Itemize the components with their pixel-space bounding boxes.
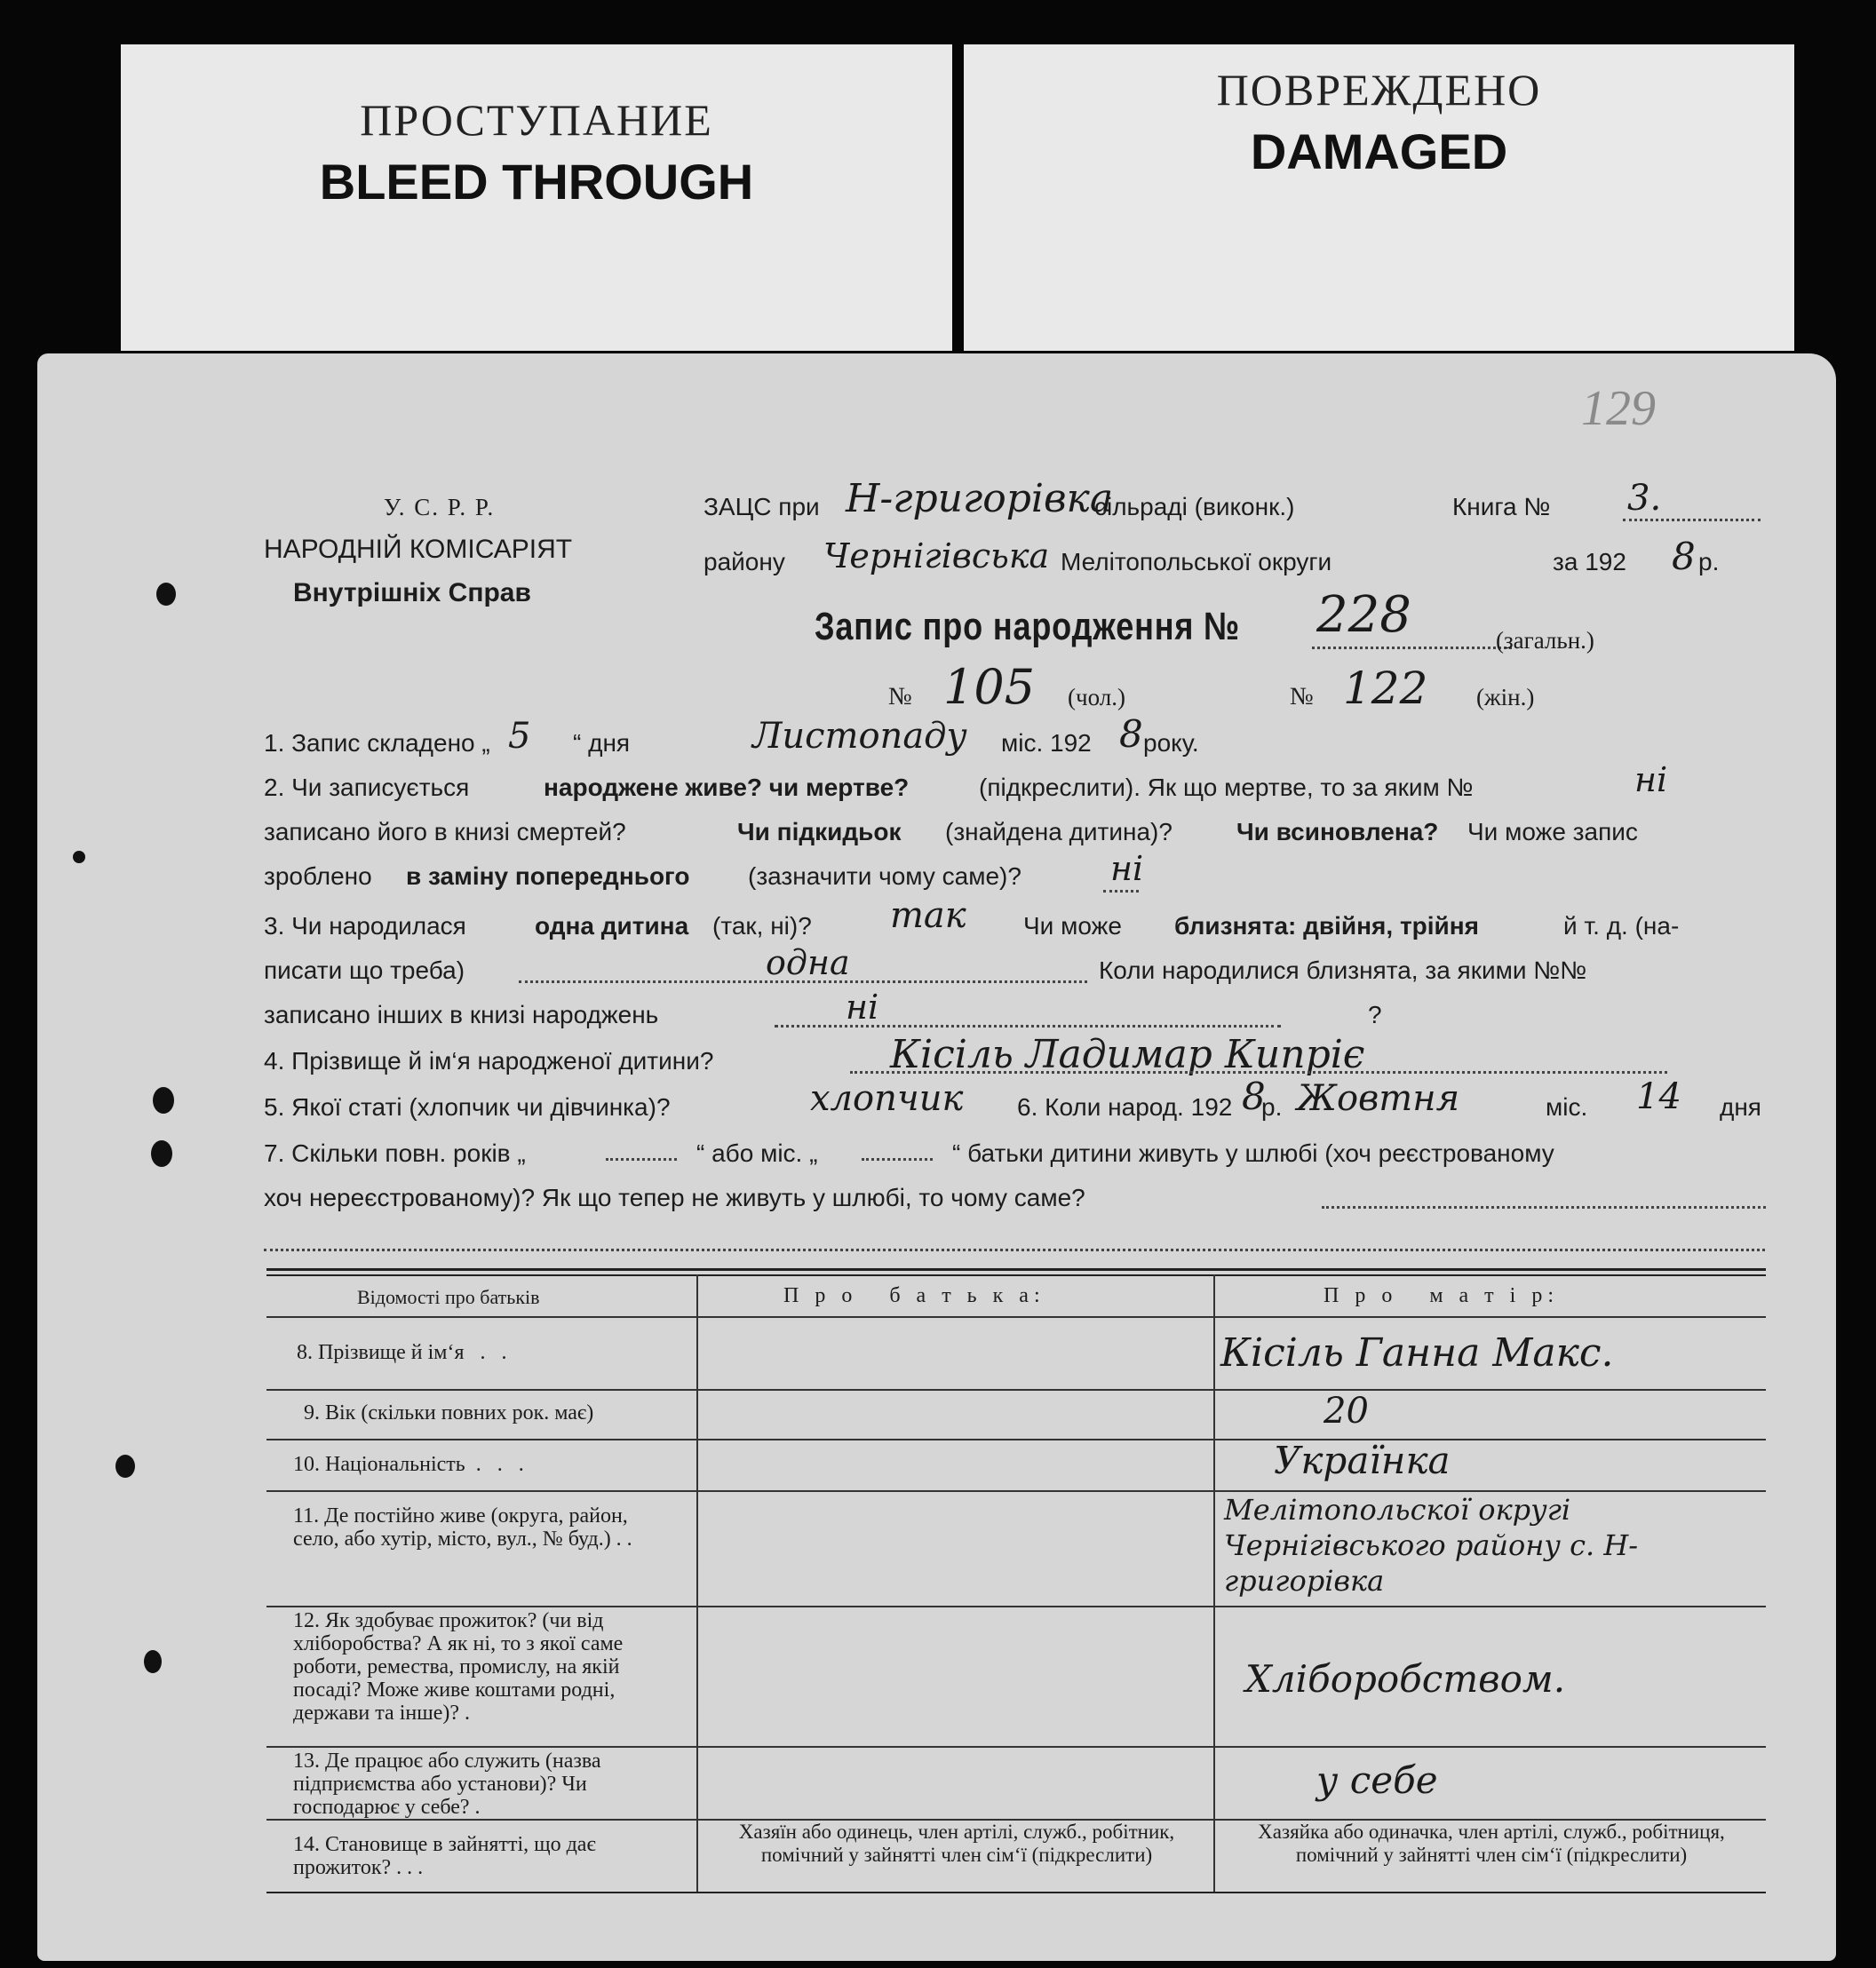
q7-label: 7. Скільки повн. років „ — [264, 1139, 526, 1167]
bleed-through-card — [121, 44, 952, 351]
birth-day-label: дня — [1720, 1093, 1761, 1121]
internal-affairs-header: Внутрішніх Справ — [293, 578, 531, 607]
father-occupation-options: Хазяїн або одинець, член артілі, служб., робітник, помічний у зайнятті член сім‘ї (підкреслити) — [738, 1821, 1175, 1866]
punch-hole — [144, 1650, 162, 1673]
district-label: району — [704, 548, 785, 575]
bleed-through-ru: ПРОСТУПАНИЕ — [360, 95, 713, 145]
damaged-ru: ПОВРЕЖДЕНО — [1216, 65, 1542, 115]
birth-day: 14 — [1636, 1076, 1681, 1117]
q2-label: 2. Чи записується — [264, 774, 470, 801]
birth-record-document — [37, 353, 1836, 1961]
q2-replacement-intro: Чи може запис — [1467, 818, 1638, 845]
row-label-name: 8. Прізвище й ім‘я . . — [297, 1341, 507, 1364]
female-label: (жін.) — [1476, 684, 1535, 710]
male-number-label: № — [888, 683, 912, 710]
child-name-line — [850, 1071, 1667, 1074]
birth-month-label: міс. — [1546, 1093, 1588, 1121]
commissariat-header: НАРОДНІЙ КОМІСАРІЯТ — [264, 535, 573, 564]
mother-nationality: Українка — [1274, 1439, 1451, 1482]
q2-replacement-value: ні — [1110, 849, 1144, 888]
q7-reason-line — [1322, 1206, 1766, 1209]
punch-hole — [153, 1087, 174, 1114]
q3-etc: й т. д. (на- — [1563, 912, 1680, 940]
birth-year: 8 — [1242, 1075, 1266, 1118]
birth-year-suffix: р. — [1261, 1093, 1283, 1121]
bleed-through-en: BLEED THROUGH — [319, 154, 754, 210]
q3-yes-no: (так, ні)? — [712, 912, 812, 940]
table-divider-1 — [696, 1274, 698, 1892]
q1-label: 1. Запис складено „ — [264, 729, 490, 757]
general-label: (загальн.) — [1496, 627, 1594, 654]
zags-label: ЗАЦС при — [704, 493, 820, 520]
q2-replacement-line — [1103, 890, 1139, 893]
q3-write: писати що треба) — [264, 956, 465, 984]
row-label-livelihood: 12. Як здобуває прожиток? (чи від хліборобства? А як ні, то з якої саме роботи, ремества, промислу, на якій посаді? Може живе коштами родні, держави та інше)? . — [293, 1609, 624, 1725]
book-label: Книга № — [1452, 493, 1551, 520]
row-label-nationality: 10. Національність . . . — [293, 1453, 524, 1476]
mother-occupation-options: Хазяйка або одиначка, член артілі, служб., робітниця, помічний у зайнятті член сім‘ї (підкреслити) — [1258, 1821, 1725, 1866]
q4-label: 4. Прізвище й ім‘я народженої дитини? — [264, 1047, 714, 1075]
q2-death-book: записано його в книзі смертей? — [264, 818, 626, 845]
q1-year: 8 — [1119, 712, 1143, 756]
q3-others-line — [775, 1025, 1281, 1028]
q3-twins: близнята: двійня, трійня — [1174, 912, 1479, 940]
q3-count-value: одна — [766, 943, 850, 982]
q3-others: записано інших в книзі народжень — [264, 1001, 659, 1028]
q2-adopted: Чи всиновлена? — [1236, 818, 1439, 845]
q3-single-value: так — [890, 895, 966, 936]
q2-death-number: ні — [1634, 760, 1668, 799]
general-number-line — [1312, 647, 1512, 649]
ussr-header: У. С. Р. Р. — [384, 494, 496, 520]
q1-year-label: міс. 192 — [1001, 729, 1092, 757]
district-value: Чернігівська — [823, 536, 1050, 575]
q3-twins-numbers: Коли народилися близнята, за якими №№ — [1099, 956, 1587, 984]
table-divider-2 — [1213, 1274, 1215, 1892]
birth-month: Жовтня — [1297, 1078, 1460, 1119]
mother-name: Кісіль Ганна Макс. — [1220, 1330, 1614, 1376]
mother-header: П р о м а т і р: — [1324, 1284, 1559, 1307]
q3-question-mark: ? — [1368, 1001, 1382, 1028]
row-border — [266, 1389, 1766, 1391]
punch-hole — [115, 1455, 135, 1478]
mother-livelihood: Хліборобством. — [1245, 1657, 1566, 1701]
mother-residence: Мелітопольскої округі Чернігівського району с. Н-григорівка — [1224, 1493, 1639, 1598]
q1-month: Листопаду — [752, 716, 967, 757]
q7-extra-line — [264, 1249, 1765, 1251]
q7-months: “ або міс. „ — [696, 1139, 818, 1167]
mother-age: 20 — [1324, 1391, 1369, 1432]
q7-line2: хоч нереєстрованому)? Як що тепер не живуть у шлюбі, то чому саме? — [264, 1184, 1085, 1211]
table-bottom-border — [266, 1892, 1766, 1893]
row-border — [266, 1606, 1766, 1607]
row-label-occupation: 14. Становище в зайнятті, що дає прожиток? . . . — [293, 1833, 596, 1879]
punch-hole — [156, 583, 176, 606]
q3-single-child: одна дитина — [535, 912, 689, 940]
table-header-border — [266, 1316, 1766, 1318]
q1-day-suffix: “ дня — [573, 729, 631, 757]
punch-hole — [73, 851, 85, 863]
child-name: Кісіль Ладимар Кипріє — [890, 1032, 1365, 1077]
q3-label: 3. Чи народилася — [264, 912, 466, 940]
q2-replacement: в заміну попереднього — [406, 862, 690, 890]
q1-day: 5 — [508, 716, 531, 757]
zags-suffix: сільраді (виконк.) — [1094, 493, 1295, 520]
row-label-workplace: 13. Де працює або служить (назва підприємства або установи)? Чи господарює у себе? . — [293, 1750, 601, 1819]
village-council-value: Н-григорівка — [846, 476, 1114, 521]
book-number: 3. — [1627, 478, 1662, 519]
page-number: 129 — [1581, 381, 1656, 436]
q2-alive-dead: народжене живе? чи мертве? — [544, 774, 910, 801]
q7-months-line — [862, 1158, 933, 1161]
table-top-border — [266, 1274, 1766, 1276]
year-value: 8 — [1672, 535, 1696, 578]
row-border — [266, 1746, 1766, 1748]
male-label: (чол.) — [1068, 684, 1125, 710]
table-top-border — [266, 1268, 1766, 1271]
damaged-card — [964, 44, 1794, 351]
q5-label: 5. Якої статі (хлопчик чи дівчинка)? — [264, 1093, 671, 1121]
record-title: Запис про народження № — [815, 605, 1241, 648]
parents-info-header: Відомості про батьків — [357, 1286, 540, 1308]
book-number-line — [1623, 519, 1761, 521]
q3-count-line — [519, 980, 1087, 983]
row-label-residence: 11. Де постійно живе (округа, район, село, або хутір, місто, вул., № буд.) . . — [293, 1504, 632, 1551]
q2-death-question: (підкреслити). Як що мертве, то за яким № — [979, 774, 1474, 801]
row-border — [266, 1439, 1766, 1440]
okrug-label: Мелітопольської округи — [1061, 548, 1332, 575]
punch-hole — [151, 1140, 172, 1167]
q3-maybe: Чи може — [1023, 912, 1122, 940]
q2-replacement-note: (зазначити чому саме)? — [748, 862, 1021, 890]
q2-foundling-note: (знайдена дитина)? — [945, 818, 1172, 845]
father-header: П р о б а т ь к а: — [783, 1284, 1045, 1307]
general-number: 228 — [1316, 586, 1411, 644]
row-label-age: 9. Вік (скільки повних рок. має) — [304, 1401, 594, 1424]
q3-others-value: ні — [846, 988, 879, 1027]
q6-label: 6. Коли народ. 192 — [1017, 1093, 1233, 1121]
q2-made-label: зроблено — [264, 862, 372, 890]
mother-workplace: у себе — [1316, 1758, 1438, 1802]
female-number: 122 — [1343, 663, 1428, 714]
year-label: за 192 — [1553, 548, 1626, 575]
q7-marriage: “ батьки дитини живуть у шлюбі (хоч реєстрованому — [952, 1139, 1554, 1167]
q2-foundling: Чи підкидьок — [737, 818, 902, 845]
female-number-label: № — [1290, 683, 1314, 710]
year-suffix: р. — [1698, 548, 1720, 575]
q7-years-line — [606, 1158, 677, 1161]
child-sex: хлопчик — [810, 1078, 964, 1119]
q1-suffix: року. — [1143, 729, 1199, 757]
damaged-en: DAMAGED — [1250, 123, 1508, 179]
male-number: 105 — [943, 659, 1036, 715]
